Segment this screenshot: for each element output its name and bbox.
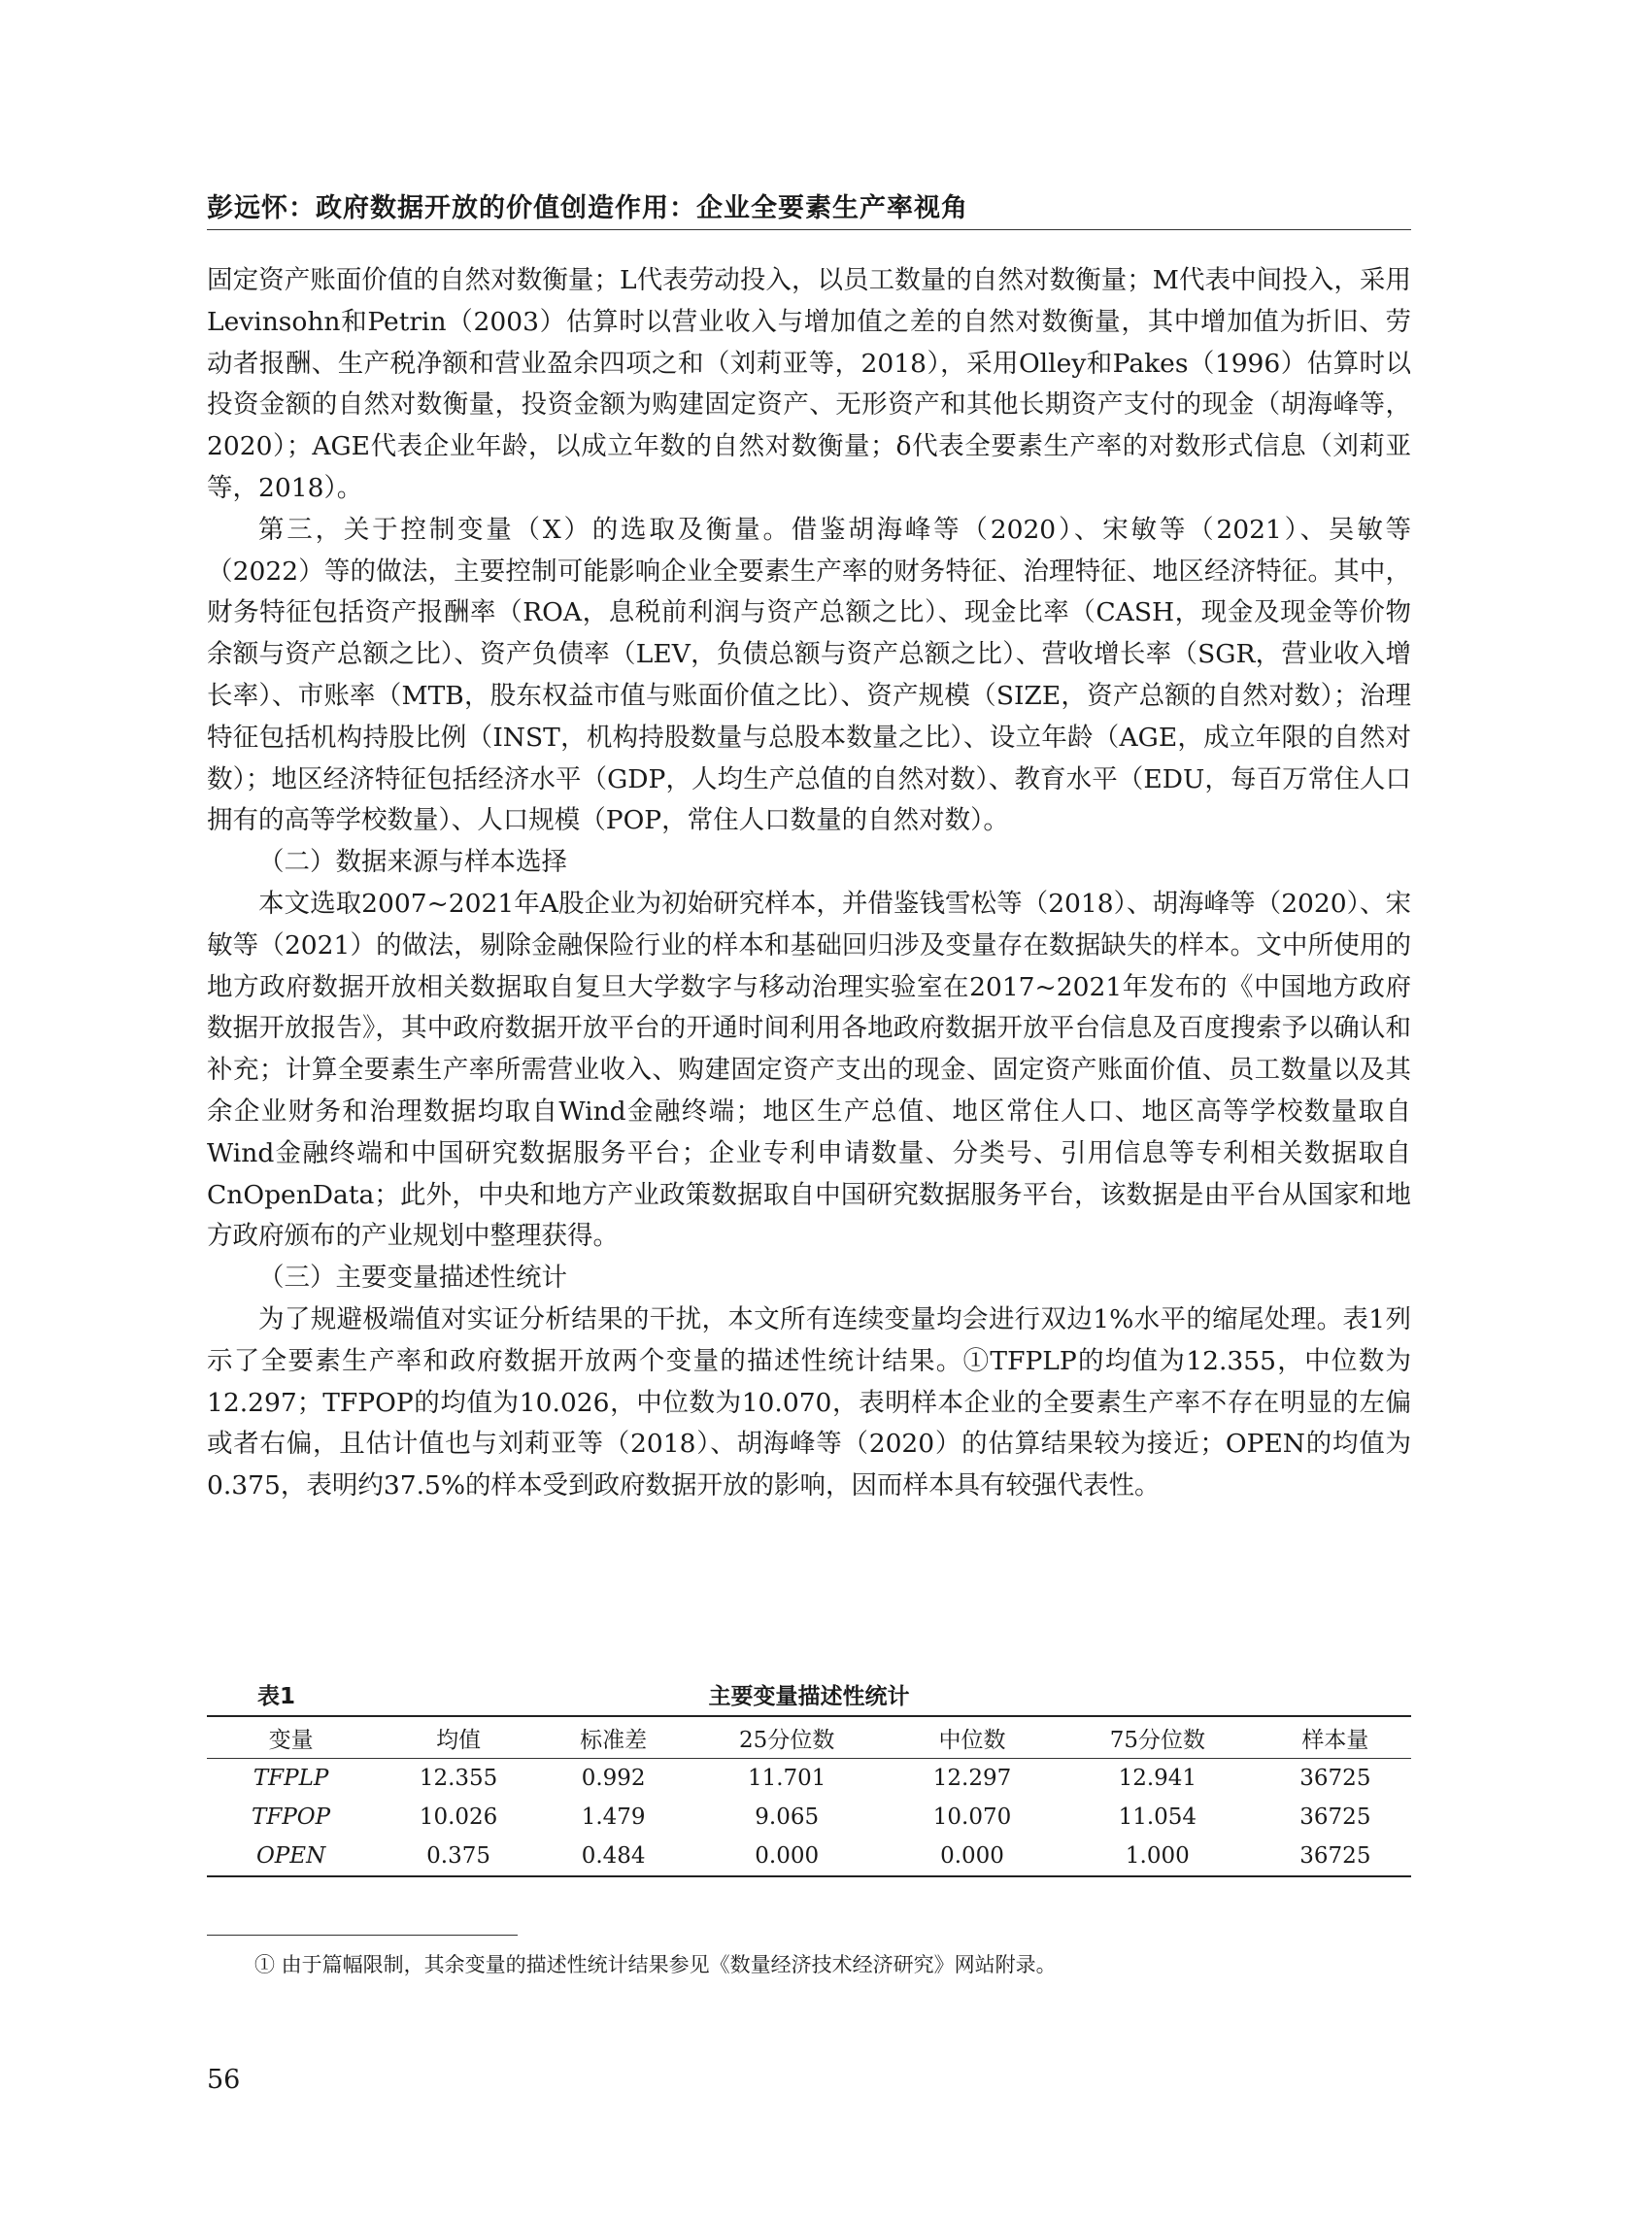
table-cell: 0.992 — [581, 1766, 646, 1791]
table-cell: 0.000 — [755, 1843, 820, 1869]
table-title: 主要变量描述性统计 — [708, 1684, 910, 1709]
table-cell: 0.000 — [940, 1843, 1004, 1869]
table-row — [207, 1798, 1411, 1837]
header-rule — [207, 229, 1411, 230]
table-cell: 36725 — [1299, 1766, 1371, 1791]
paragraph-data-source: 本文选取2007~2021年A股企业为初始研究样本，并借鉴钱雪松等（2018）、胡海峰等（2020）、宋敏等（2021）的做法，剔除金融保险行业的样本和基础回归涉及变量存在数据缺失的样本。文中所使用的地方政府数据开放相关数据取自复旦大学数字与移动治理实验室在2017~2021年发布的《中国地方政府数据开放报告》，其中政府数据开放平台的开通时间利用各地政府数据开放平台信息及百度搜索予以确认和补充；计算全要素生产率所需营业收入、购建固定资产支出的现金、固定资产账面价值、员工数量以及其余企业财务和治理数据均取自Wind金融终端；地区生产总值、地区常住人口、地区高等学校数量取自Wind金融终端和中国研究数据服务平台；企业专利申请数量、分类号、引用信息等专利相关数据取自CnOpenData；此外，中央和地方产业政策数据取自中国研究数据服务平台，该数据是由平台从国家和地方政府颁布的产业规划中整理获得。 — [207, 888, 1411, 1252]
table-cell: 12.941 — [1118, 1766, 1197, 1791]
body-text — [207, 260, 1411, 1507]
table-header-row — [207, 1716, 1411, 1759]
table-cell: 10.026 — [419, 1804, 498, 1830]
table-cell: 1.000 — [1125, 1843, 1190, 1869]
table-cell: 0.484 — [581, 1843, 646, 1869]
table-cell: 11.054 — [1118, 1804, 1197, 1830]
table-cell: 1.479 — [581, 1804, 646, 1830]
section-heading-descriptive-stats: （三）主要变量描述性统计 — [258, 1263, 567, 1294]
table-caption — [207, 1678, 1411, 1711]
column-header-n: 样本量 — [1260, 1716, 1411, 1759]
running-header: 彭远怀：政府数据开放的价值创造作用：企业全要素生产率视角 — [207, 193, 968, 223]
page-number: 56 — [207, 2065, 241, 2095]
column-header-std: 标准差 — [542, 1716, 685, 1759]
column-header-p75: 75分位数 — [1056, 1716, 1260, 1759]
column-header-mean: 均值 — [375, 1716, 542, 1759]
table-cell-variable: OPEN — [255, 1843, 326, 1869]
table-cell: 0.375 — [426, 1843, 490, 1869]
table-row — [207, 1759, 1411, 1799]
column-header-variable: 变量 — [207, 1716, 375, 1759]
table-label: 表1 — [257, 1684, 296, 1709]
footnote: ① 由于篇幅限制，其余变量的描述性统计结果参见《数量经济技术经济研究》网站附录。 — [254, 1953, 1057, 1976]
table-cell-variable: TFPOP — [252, 1804, 331, 1830]
footnote-rule — [207, 1935, 518, 1936]
paragraph-control-variables: 第三，关于控制变量（X）的选取及衡量。借鉴胡海峰等（2020）、宋敏等（2021）、吴敏等（2022）等的做法，主要控制可能影响企业全要素生产率的财务特征、治理特征、地区经济特征。其中，财务特征包括资产报酬率（ROA，息税前利润与资产总额之比）、现金比率（CASH，现金及现金等价物余额与资产总额之比）、资产负债率（LEV，负债总额与资产总额之比）、营收增长率（SGR，营业收入增长率）、市账率（MTB，股东权益市值与账面价值之比）、资产规模（SIZE，资产总额的自然对数）；治理特征包括机构持股比例（INST，机构持股数量与总股本数量之比）、设立年龄（AGE，成立年限的自然对数）；地区经济特征包括经济水平（GDP，人均生产总值的自然对数）、教育水平（EDU，每百万常住人口拥有的高等学校数量）、人口规模（POP，常住人口数量的自然对数）。 — [207, 514, 1411, 836]
column-header-median: 中位数 — [889, 1716, 1056, 1759]
section-heading-data-source: （二）数据来源与样本选择 — [258, 847, 567, 878]
descriptive-stats-table — [207, 1715, 1411, 1877]
table-cell: 36725 — [1299, 1843, 1371, 1869]
table-cell: 9.065 — [755, 1804, 820, 1830]
table-cell: 36725 — [1299, 1804, 1371, 1830]
table-cell-variable: TFPLP — [253, 1766, 329, 1791]
paragraph-descriptive-stats: 为了规避极端值对实证分析结果的干扰，本文所有连续变量均会进行双边1%水平的缩尾处理。表1列示了全要素生产率和政府数据开放两个变量的描述性统计结果。①TFPLP的均值为12.355，中位数为12.297；TFPOP的均值为10.026，中位数为10.070，表明样本企业的全要素生产率不存在明显的左偏或者右偏，且估计值也与刘莉亚等（2018）、胡海峰等（2020）的估算结果较为接近；OPEN的均值为0.375，表明约37.5%的样本受到政府数据开放的影响，因而样本具有较强代表性。 — [207, 1303, 1411, 1501]
table-row — [207, 1837, 1411, 1876]
table-cell: 12.297 — [932, 1766, 1012, 1791]
column-header-p25: 25分位数 — [685, 1716, 889, 1759]
table-cell: 11.701 — [747, 1766, 826, 1791]
paragraph-continuation: 固定资产账面价值的自然对数衡量；L代表劳动投入，以员工数量的自然对数衡量；M代表中间投入，采用Levinsohn和Petrin（2003）估算时以营业收入与增加值之差的自然对数衡量，其中增加值为折旧、劳动者报酬、生产税净额和营业盈余四项之和（刘莉亚等，2018），采用Olley和Pakes（1996）估算时以投资金额的自然对数衡量，投资金额为购建固定资产、无形资产和其他长期资产支付的现金（胡海峰等，2020）；AGE代表企业年龄，以成立年数的自然对数衡量；δ代表全要素生产率的对数形式信息（刘莉亚等，2018）。 — [207, 265, 1411, 503]
table-cell: 12.355 — [419, 1766, 498, 1791]
table-cell: 10.070 — [932, 1804, 1012, 1830]
